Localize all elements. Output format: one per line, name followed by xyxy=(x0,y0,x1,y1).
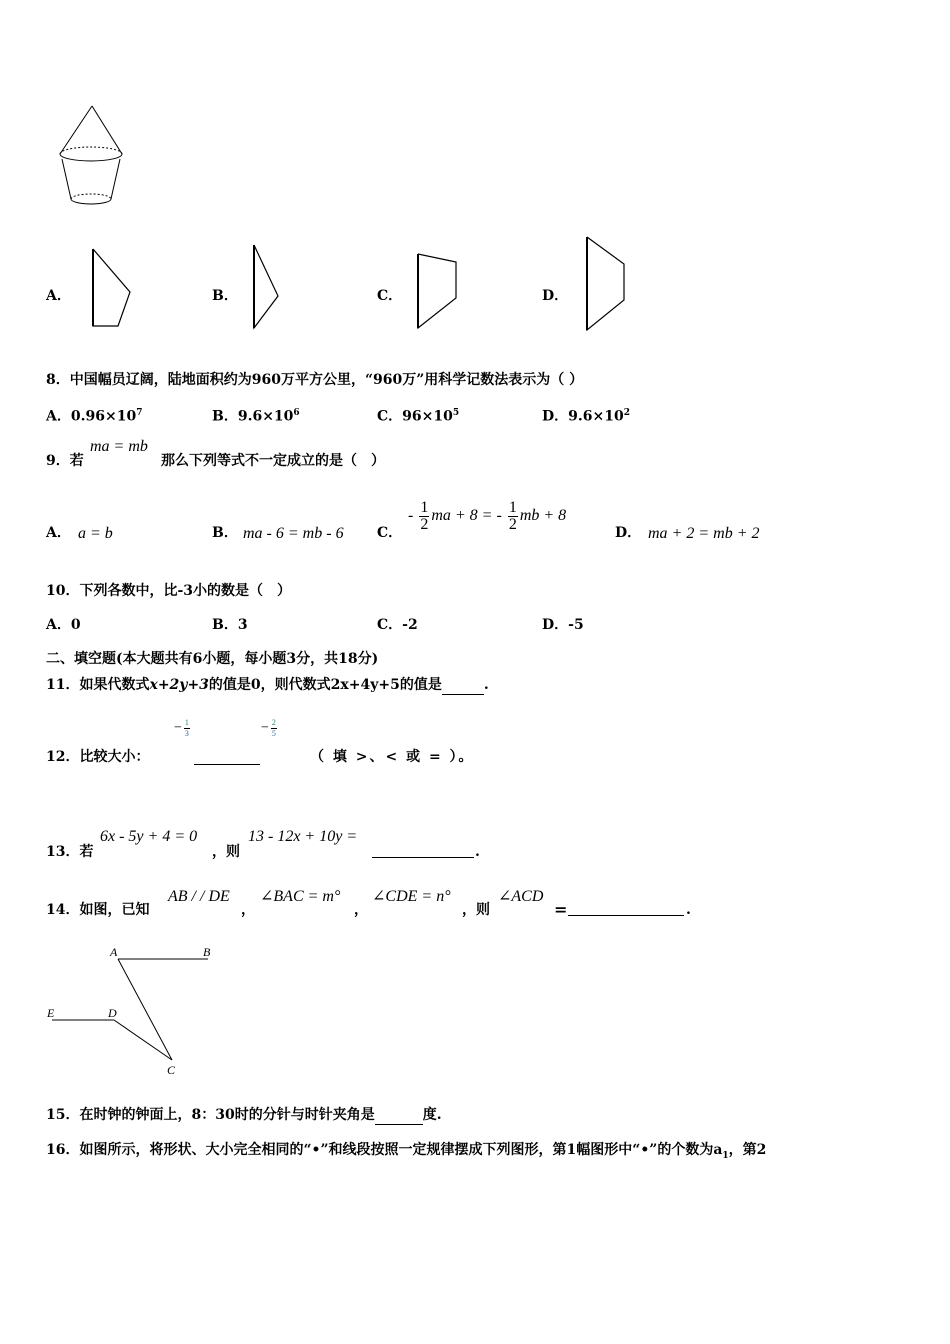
q14-prefix: 14．如图，已知 xyxy=(46,902,150,918)
q9-option-a-expr: a = b xyxy=(78,525,113,542)
q9-option-b-label: B． xyxy=(212,525,238,541)
q8-option-a: A．$0.96\times 10^7$ xyxy=(46,408,143,425)
q12-right-fraction: − $\frac{2}{5}$ xyxy=(261,718,276,738)
q13-end: . xyxy=(475,844,480,860)
q9-option-a-label: A． xyxy=(46,525,71,541)
q9-option-c-label: C． xyxy=(377,525,403,541)
q11-text: 11．如果代数式x+2y+3的值是0，则代数式2x+4y+5的值是 . xyxy=(46,677,489,693)
q7-option-a-label: A． xyxy=(46,288,71,304)
q9-option-d-expr: ma + 2 = mb + 2 xyxy=(648,525,760,542)
q9-option-c-expr: - $\frac{1}{2}$ ma + 8 = - $\frac{1}{2}$ mb + 8 xyxy=(408,499,567,533)
q14-target: ∠ACD xyxy=(498,888,544,905)
q7-option-c-figure xyxy=(414,250,460,332)
point-label-c: C xyxy=(167,1063,176,1077)
q8-option-c: C．$96\times 10^5$ xyxy=(377,408,460,425)
q13-prefix: 13．若 xyxy=(46,844,94,860)
q10-option-d: D．-5 xyxy=(542,617,584,633)
q8-option-d: D．$9.6\times 10^2$ xyxy=(542,408,630,425)
q7-option-b-figure xyxy=(250,242,284,332)
q14-mid: ，则 xyxy=(462,902,490,918)
q9-condition: ma = mb xyxy=(90,438,148,455)
q15-answer-blank[interactable] xyxy=(375,1106,423,1125)
section-title: 二、填空题(本大题共有6小题，每小题3分，共18分) xyxy=(46,651,379,667)
point-label-d: D xyxy=(108,1006,117,1020)
q14-geometry-figure xyxy=(44,944,224,1078)
q14-condition-parallel: AB / / DE xyxy=(168,888,230,905)
q12-prefix: 12．比较大小： xyxy=(46,749,150,765)
q9-option-d-label: D． xyxy=(615,525,642,541)
q9-option-b-expr: ma - 6 = mb - 6 xyxy=(243,525,344,542)
q13-mid: ，则 xyxy=(212,844,240,860)
q14-answer-blank[interactable] xyxy=(568,900,684,916)
q7-option-d-figure xyxy=(584,234,628,334)
q10-option-b: B．3 xyxy=(212,617,248,633)
q10-option-a: A．0 xyxy=(46,617,81,633)
q12-answer-blank[interactable] xyxy=(194,748,260,765)
q8-option-b: B．$9.6\times 10^6$ xyxy=(212,408,300,425)
q7-option-c-label: C． xyxy=(377,288,403,304)
q7-option-b-label: B． xyxy=(212,288,238,304)
q12-suffix: （ 填 >、< 或 = ）。 xyxy=(310,749,475,765)
q15-text: 15．在时钟的钟面上，8：30时的分针与时针夹角是 度. xyxy=(46,1107,442,1123)
q13-answer-blank[interactable] xyxy=(372,842,474,858)
q8-stem: 8．中国幅员辽阔，陆地面积约为960万平方公里，“960万”用科学记数法表示为（ ） xyxy=(46,372,584,388)
q12-left-fraction: − $\frac{1}{3}$ xyxy=(174,718,189,738)
q7-option-a-figure xyxy=(90,246,136,330)
q14-end: . xyxy=(686,902,691,918)
point-label-e: E xyxy=(47,1006,55,1020)
q16-text: 16．如图所示，将形状、大小完全相同的“•”和线段按照一定规律摆成下列图形，第1幅图形中“•”的个数为$a_1$，第2 xyxy=(46,1142,767,1161)
q13-expr: 13 - 12x + 10y = xyxy=(248,828,358,845)
q11-answer-blank[interactable] xyxy=(442,676,484,695)
q10-stem: 10．下列各数中，比-3小的数是（ ） xyxy=(46,583,292,599)
q14-sep-1: ， xyxy=(241,902,255,918)
q14-sep-2: ， xyxy=(354,902,368,918)
q14-condition-cde: ∠CDE = n° xyxy=(372,888,451,905)
point-label-b: B xyxy=(203,945,211,959)
point-label-a: A xyxy=(110,945,118,959)
q7-option-d-label: D． xyxy=(542,288,569,304)
q10-option-c: C．-2 xyxy=(377,617,418,633)
q9-suffix: 那么下列等式不一定成立的是（ ） xyxy=(161,453,385,469)
q14-condition-bac: ∠BAC = m° xyxy=(260,888,341,905)
q13-condition: 6x - 5y + 4 = 0 xyxy=(100,828,198,845)
cone-frustum-figure xyxy=(54,102,126,208)
q9-prefix: 9．若 xyxy=(46,453,84,469)
q14-eq: = xyxy=(554,900,568,919)
